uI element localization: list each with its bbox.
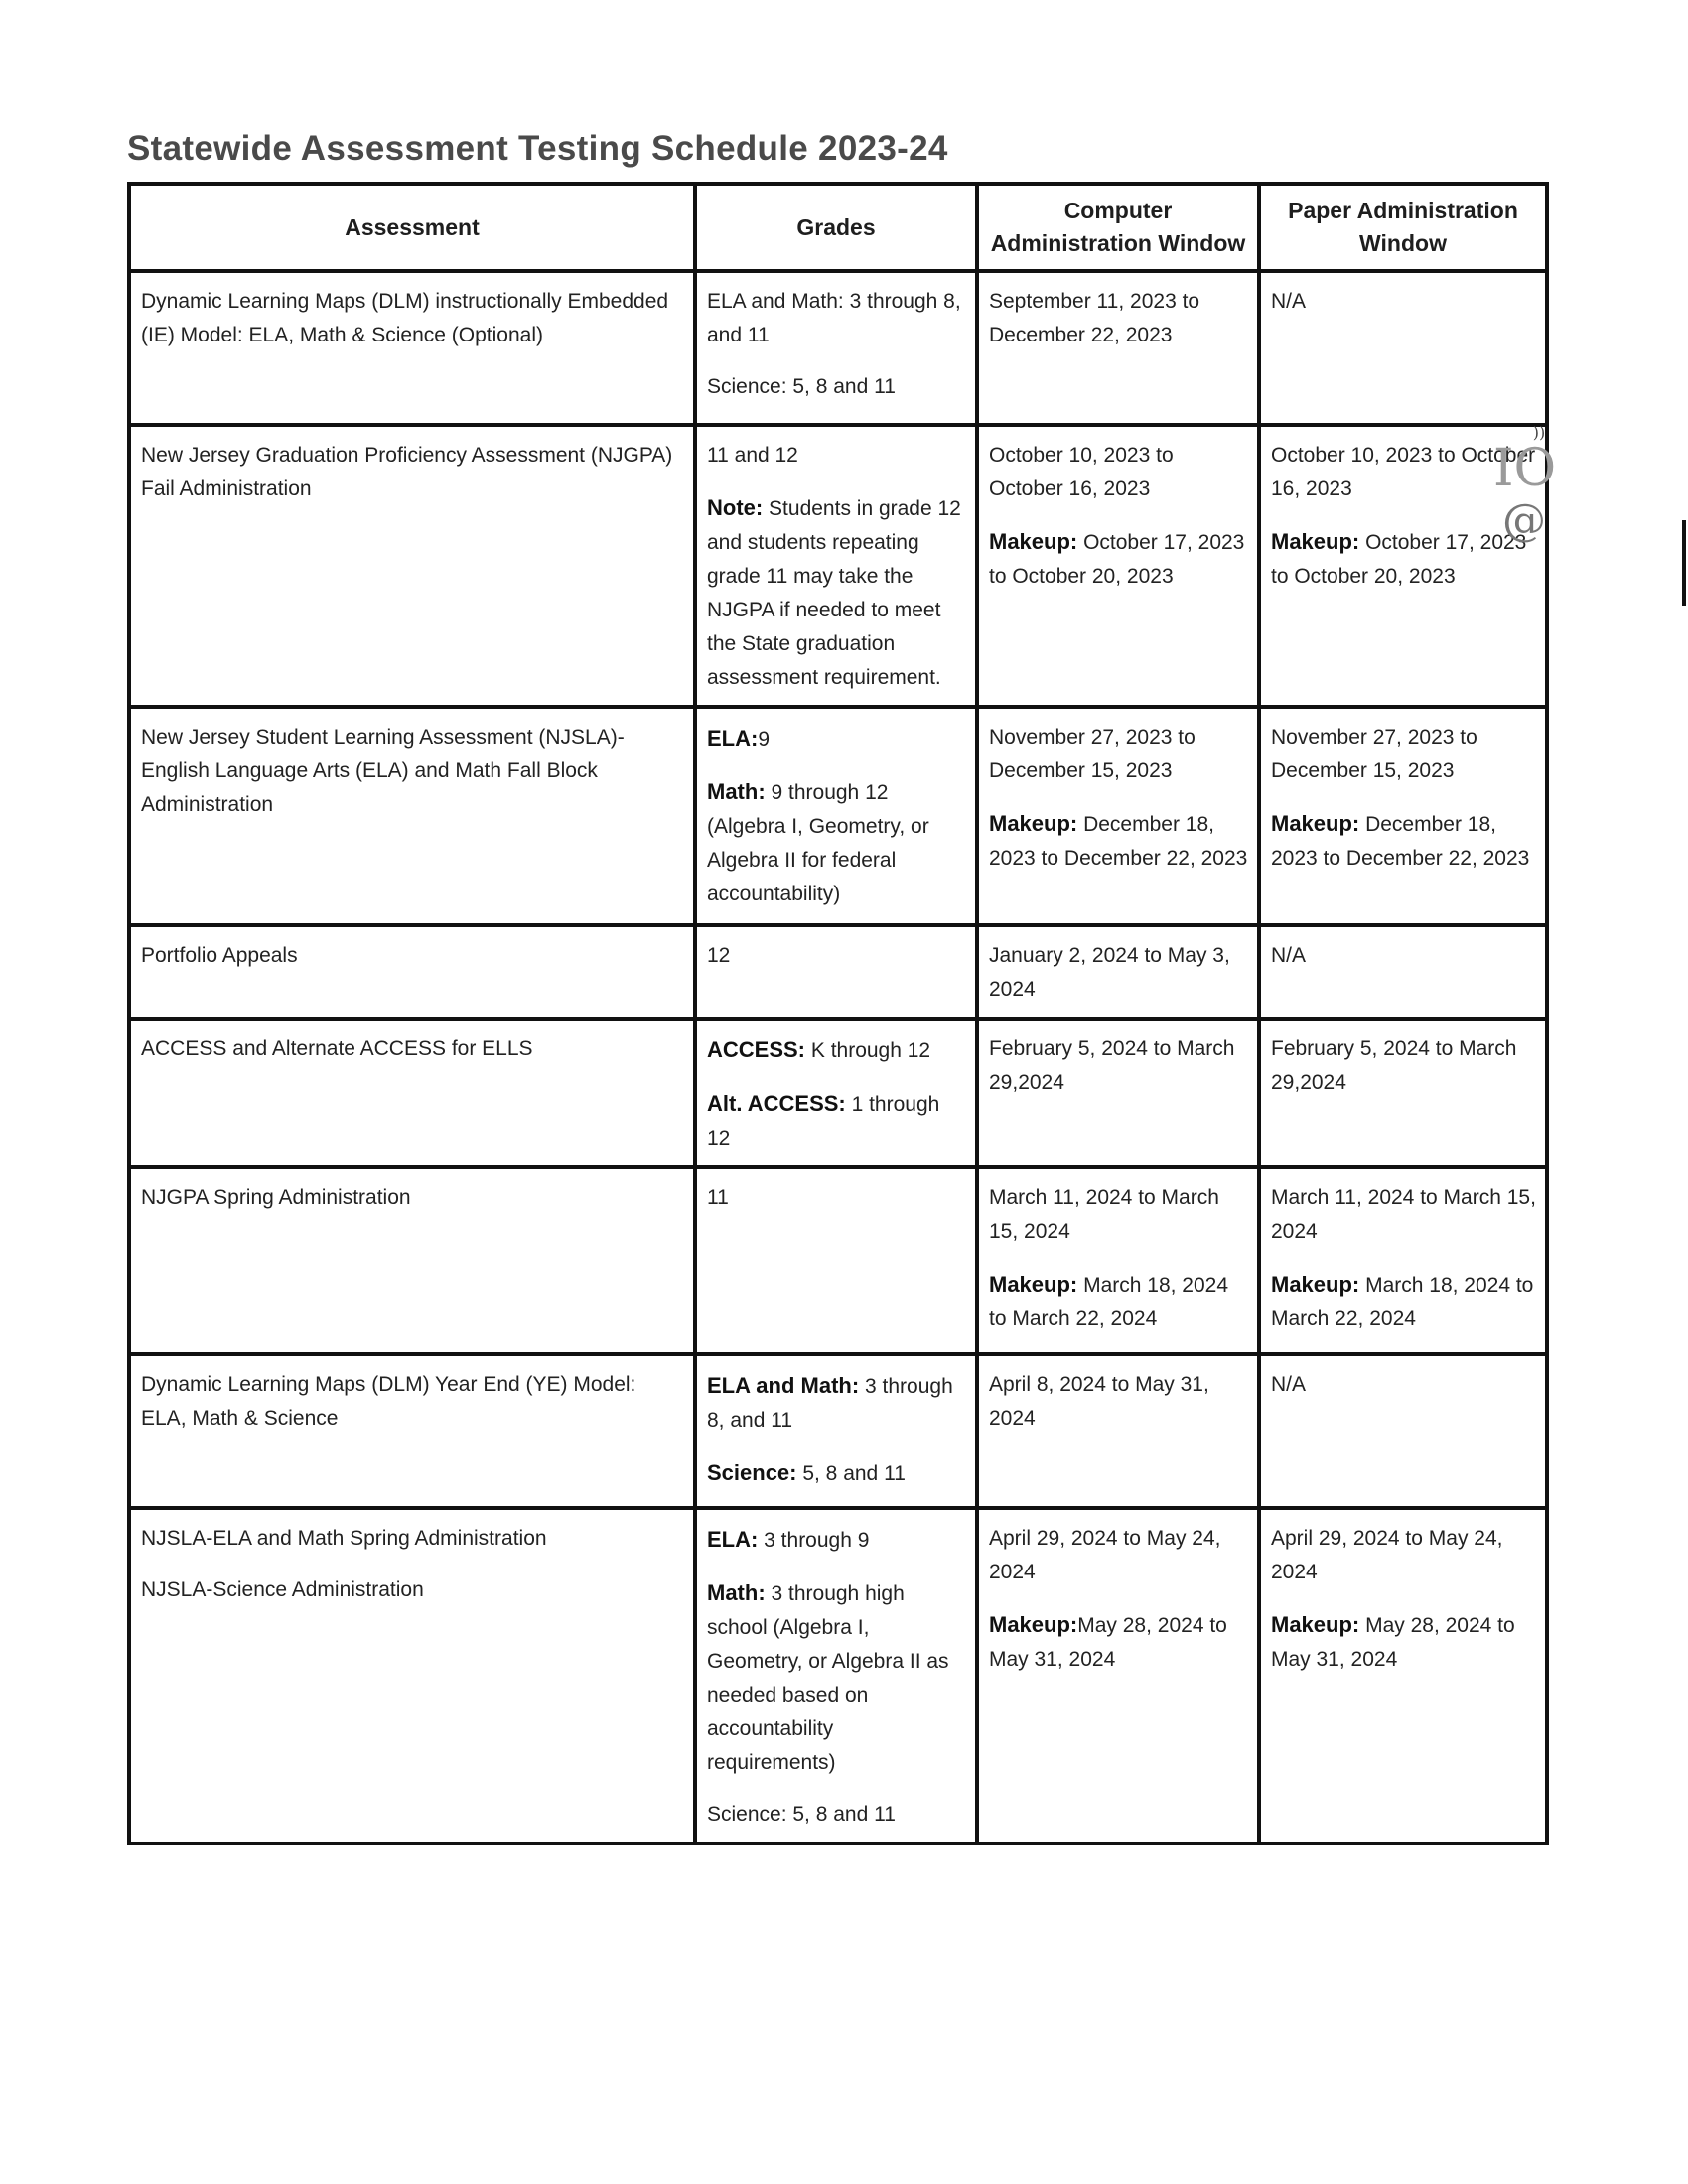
- grades-entry: [707, 370, 967, 404]
- assessment-entry: Portfolio Appeals: [141, 944, 298, 968]
- entry-text: N/A: [1271, 1373, 1307, 1397]
- entry-label: ELA:: [707, 726, 759, 751]
- header-row: [129, 184, 1547, 271]
- assessment-cell: [129, 1167, 695, 1354]
- grades-cell: [695, 925, 977, 1019]
- computer-entry: [989, 1181, 1249, 1249]
- computer-entry: [989, 721, 1249, 788]
- computer-entry: [989, 524, 1249, 594]
- entry-text: Science: 5, 8 and 11: [707, 1803, 896, 1827]
- entry-text: May 28, 2024 to May 31, 2024: [1271, 1614, 1515, 1672]
- entry-label: Makeup:: [989, 1272, 1078, 1297]
- paper-entry: [1271, 1607, 1537, 1677]
- header-assessment: Assessment: [129, 184, 695, 271]
- entry-text: December 18, 2023 to December 22, 2023: [989, 813, 1248, 871]
- grades-entry: [707, 1086, 967, 1156]
- entry-text: N/A: [1271, 944, 1307, 968]
- entry-text: January 2, 2024 to May 3, 2024: [989, 944, 1230, 1002]
- computer-window-cell: [977, 707, 1259, 925]
- table-row: [129, 1167, 1547, 1354]
- entry-label: Alt. ACCESS:: [707, 1091, 846, 1117]
- entry-text: December 18, 2023 to December 22, 2023: [1271, 813, 1530, 871]
- assessment-cell: [129, 1354, 695, 1508]
- assessment-entry: New Jersey Graduation Proficiency Assessment (NJGPA) Fail Administration: [141, 444, 673, 501]
- grades-entry: [707, 1032, 967, 1068]
- assessment-entry: New Jersey Student Learning Assessment (NJSLA)-English Language Arts (ELA) and Math Fall Block Administration: [141, 726, 625, 817]
- assessment-entry: ACCESS and Alternate ACCESS for ELLS: [141, 1037, 533, 1061]
- scan-artifacts: [1493, 423, 1555, 612]
- computer-entry: [989, 1368, 1249, 1435]
- header-paper-window: Paper Administration Window: [1259, 184, 1547, 271]
- grades-cell: [695, 1167, 977, 1354]
- paper-entry: [1271, 285, 1537, 319]
- paper-window-cell: [1259, 707, 1547, 925]
- table-row: [129, 425, 1547, 707]
- assessment-entry: Dynamic Learning Maps (DLM) Year End (YE) Model: ELA, Math & Science: [141, 1373, 636, 1431]
- table-row: [129, 925, 1547, 1019]
- computer-window-cell: [977, 1354, 1259, 1508]
- grades-entry: [707, 774, 967, 911]
- entry-text: 3 through 8, and 11: [707, 1375, 953, 1433]
- entry-text: March 11, 2024 to March 15, 2024: [989, 1186, 1219, 1244]
- entry-text: Science: 5, 8 and 11: [707, 375, 896, 399]
- entry-text: April 29, 2024 to May 24, 2024: [989, 1527, 1221, 1584]
- grades-cell: [695, 1508, 977, 1843]
- entry-text: ELA and Math: 3 through 8, and 11: [707, 290, 961, 347]
- entry-text: 3 through high school (Algebra I, Geometry, or Algebra II as needed based on accountability requirements): [707, 1582, 949, 1775]
- grades-entry: [707, 1575, 967, 1780]
- entry-label: Makeup:: [1271, 1272, 1360, 1297]
- entry-text: 1 through 12: [707, 1093, 940, 1151]
- entry-label: Makeup:: [989, 811, 1078, 837]
- entry-label: Makeup:: [989, 529, 1078, 555]
- entry-label: Math:: [707, 779, 766, 805]
- computer-entry: [989, 1267, 1249, 1336]
- paper-window-cell: [1259, 1354, 1547, 1508]
- computer-entry: [989, 1522, 1249, 1589]
- entry-text: April 29, 2024 to May 24, 2024: [1271, 1527, 1503, 1584]
- header-computer-window: Computer Administration Window: [977, 184, 1259, 271]
- computer-window-cell: [977, 1167, 1259, 1354]
- computer-entry: [989, 939, 1249, 1007]
- paper-entry: [1271, 1032, 1537, 1100]
- entry-text: Students in grade 12 and students repeating grade 11 may take the NJGPA if needed to meet the State graduation assessment requirement.: [707, 497, 961, 690]
- entry-text: 12: [707, 944, 731, 968]
- grades-cell: [695, 707, 977, 925]
- paper-entry: [1271, 806, 1537, 876]
- entry-text: 9 through 12 (Algebra I, Geometry, or Algebra II for federal accountability): [707, 781, 929, 906]
- entry-label: Makeup:: [1271, 811, 1360, 837]
- paper-window-cell: [1259, 1508, 1547, 1843]
- page-title: Statewide Assessment Testing Schedule 2023-24: [127, 129, 948, 168]
- computer-window-cell: [977, 1508, 1259, 1843]
- grades-cell: [695, 271, 977, 425]
- table-row: [129, 271, 1547, 425]
- scan-artifact-2: IO: [1493, 439, 1557, 498]
- grades-entry: [707, 439, 967, 473]
- assessment-entry: NJSLA-Science Administration: [141, 1578, 424, 1602]
- computer-entry: [989, 285, 1249, 352]
- entry-label: Math:: [707, 1580, 766, 1606]
- entry-text: October 10, 2023 to October 16, 2023: [1271, 444, 1536, 501]
- paper-window-cell: [1259, 1167, 1547, 1354]
- scan-edge-mark: [1682, 520, 1686, 606]
- entry-label: ELA:: [707, 1527, 759, 1553]
- grades-entry: [707, 721, 967, 756]
- assessment-cell: [129, 925, 695, 1019]
- entry-text: October 10, 2023 to October 16, 2023: [989, 444, 1174, 501]
- table-row: [129, 1508, 1547, 1843]
- paper-entry: [1271, 939, 1537, 973]
- scan-artifact-1: )): [1532, 423, 1546, 442]
- entry-text: March 18, 2024 to March 22, 2024: [989, 1274, 1229, 1331]
- computer-window-cell: [977, 925, 1259, 1019]
- grades-cell: [695, 425, 977, 707]
- entry-text: K through 12: [805, 1039, 931, 1063]
- paper-window-cell: [1259, 1019, 1547, 1167]
- computer-window-cell: [977, 425, 1259, 707]
- paper-window-cell: [1259, 925, 1547, 1019]
- computer-entry: [989, 1032, 1249, 1100]
- assessment-cell: [129, 1508, 695, 1843]
- grades-cell: [695, 1354, 977, 1508]
- paper-window-cell: [1259, 271, 1547, 425]
- assessment-cell: [129, 1019, 695, 1167]
- computer-window-cell: [977, 1019, 1259, 1167]
- entry-text: September 11, 2023 to December 22, 2023: [989, 290, 1200, 347]
- entry-text: March 18, 2024 to March 22, 2024: [1271, 1274, 1534, 1331]
- entry-text: October 17, 2023 to October 20, 2023: [989, 531, 1245, 589]
- grades-entry: [707, 1798, 967, 1832]
- grades-entry: [707, 1181, 967, 1215]
- grades-entry: [707, 1368, 967, 1437]
- assessment-cell: [129, 271, 695, 425]
- grades-entry: [707, 1522, 967, 1558]
- entry-text: 11: [707, 1186, 729, 1210]
- computer-entry: [989, 1607, 1249, 1677]
- header-grades: Grades: [695, 184, 977, 271]
- entry-text: April 8, 2024 to May 31, 2024: [989, 1373, 1209, 1431]
- entry-label: ACCESS:: [707, 1037, 806, 1063]
- entry-text: February 5, 2024 to March 29,2024: [989, 1037, 1235, 1095]
- computer-entry: [989, 439, 1249, 506]
- assessment-cell: [129, 707, 695, 925]
- entry-text: May 28, 2024 to May 31, 2024: [989, 1614, 1227, 1672]
- table-row: [129, 1354, 1547, 1508]
- entry-text: November 27, 2023 to December 15, 2023: [989, 726, 1196, 783]
- computer-entry: [989, 806, 1249, 876]
- entry-text: 11 and 12: [707, 444, 798, 467]
- table-row: [129, 1019, 1547, 1167]
- assessment-entry: NJSLA-ELA and Math Spring Administration: [141, 1527, 547, 1551]
- entry-text: 5, 8 and 11: [796, 1462, 906, 1486]
- paper-entry: [1271, 1267, 1537, 1336]
- table-row: [129, 707, 1547, 925]
- paper-entry: [1271, 1522, 1537, 1589]
- entry-text: October 17, 2023 to October 20, 2023: [1271, 531, 1527, 589]
- paper-entry: [1271, 721, 1537, 788]
- entry-label: Makeup:: [989, 1612, 1078, 1638]
- computer-window-cell: [977, 271, 1259, 425]
- entry-label: Science:: [707, 1460, 797, 1486]
- grades-entry: [707, 1455, 967, 1491]
- entry-label: Makeup:: [1271, 1612, 1360, 1638]
- grades-cell: [695, 1019, 977, 1167]
- entry-label: ELA and Math:: [707, 1373, 860, 1399]
- paper-entry: [1271, 1181, 1537, 1249]
- entry-text: February 5, 2024 to March 29,2024: [1271, 1037, 1517, 1095]
- paper-entry: [1271, 1368, 1537, 1402]
- assessment-cell: [129, 425, 695, 707]
- entry-label: Makeup:: [1271, 529, 1360, 555]
- entry-text: N/A: [1271, 290, 1307, 313]
- entry-text: 9: [758, 728, 771, 751]
- assessment-entry: NJGPA Spring Administration: [141, 1186, 411, 1210]
- grades-entry: [707, 939, 967, 973]
- schedule-table: [127, 182, 1549, 1845]
- grades-entry: [707, 285, 967, 352]
- entry-label: Note:: [707, 495, 764, 521]
- grades-entry: [707, 490, 967, 695]
- scan-artifact-3: @: [1502, 495, 1546, 546]
- entry-text: 3 through 9: [758, 1529, 870, 1553]
- entry-text: March 11, 2024 to March 15, 2024: [1271, 1186, 1536, 1244]
- entry-text: November 27, 2023 to December 15, 2023: [1271, 726, 1477, 783]
- assessment-entry: Dynamic Learning Maps (DLM) instructionally Embedded (IE) Model: ELA, Math & Science (Optional): [141, 290, 669, 347]
